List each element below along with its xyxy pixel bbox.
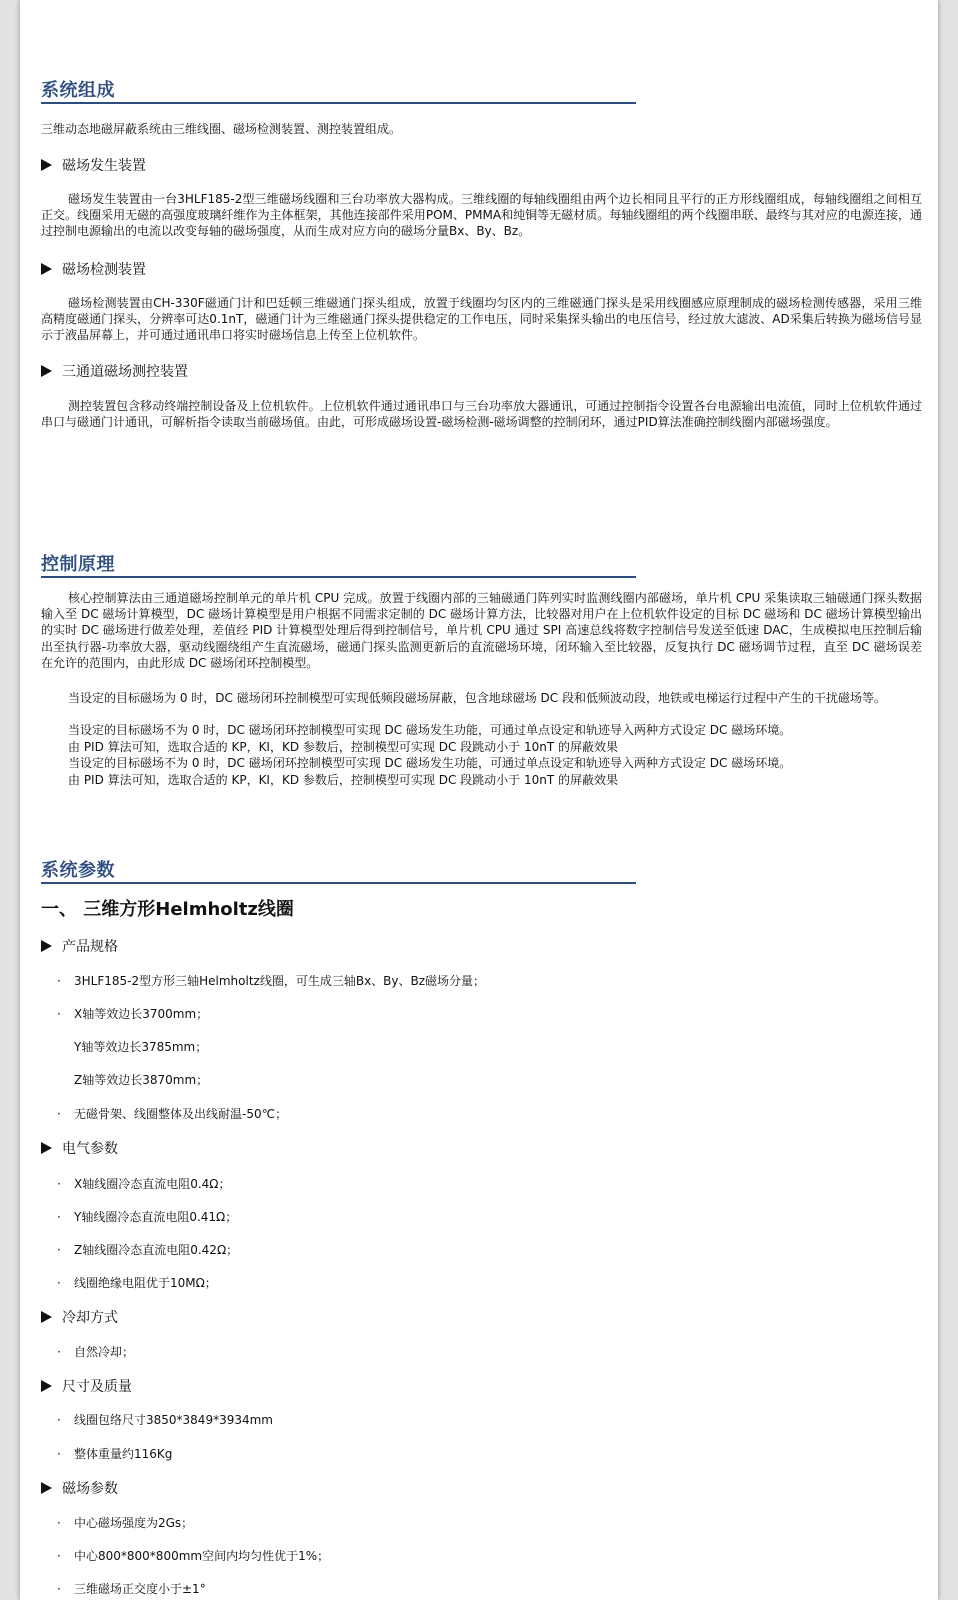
subheading-text: 磁场检测装置 <box>62 262 146 278</box>
list-item <box>57 1209 237 1225</box>
dot-bullet-icon: · <box>57 1582 61 1596</box>
section-title-text: 控制原理 <box>41 554 115 575</box>
list-item <box>57 1446 172 1462</box>
list-item-text: 中心磁场强度为2Gs； <box>74 1516 194 1530</box>
list-item-text: 自然冷却； <box>74 1345 135 1359</box>
list-item-text: 三维磁场正交度小于±1° <box>74 1582 206 1596</box>
dot-bullet-icon: · <box>57 1177 61 1191</box>
principle-paragraph-2: 当设定的目标磁场为 0 时，DC 磁场闭环控制模型可实现低频段磁场屏蔽，包含地球磁场 DC 段和低频波动段，地铁或电梯运行过程中产生的干扰磁场等。 <box>68 691 886 705</box>
dot-bullet-icon: · <box>57 1107 61 1121</box>
list-item <box>57 1006 208 1022</box>
subheading-text: 冷却方式 <box>62 1310 118 1326</box>
dot-bullet-icon: · <box>57 1007 61 1021</box>
dot-bullet-icon: · <box>57 1276 61 1290</box>
list-item-text: X轴等效边长3700mm； <box>74 1007 209 1021</box>
dot-bullet-icon: · <box>57 1549 61 1563</box>
subheading-text: 电气参数 <box>62 1141 118 1157</box>
dot-bullet-icon: · <box>57 1413 61 1427</box>
list-item <box>57 973 485 989</box>
list-item <box>57 1106 287 1122</box>
list-item-text: 3HLF185-2型方形三轴Helmholtz线圈，可生成三轴Bx、By、Bz磁场分量； <box>74 974 486 988</box>
composition-intro: 三维动态地磁屏蔽系统由三维线圈、磁场检测装置、测控装置组成。 <box>41 122 402 136</box>
section-title-principle <box>41 552 636 578</box>
section-title-params <box>41 858 636 884</box>
paragraph-controller: 测控装置包含移动终端控制设备及上位机软件。上位机软件通过通讯串口与三台功率放大器通讯，可通过控制指令设置各台电源输出电流值，同时上位机软件通过串口与磁通门计通讯，可解析指令读取当前磁场值。由此，可形成磁场设置-磁场检测-磁场调整的控制闭环，通过PID算法准确控制线圈内部磁场强度。 <box>41 399 922 430</box>
triangle-bullet-icon <box>41 1380 52 1392</box>
triangle-bullet-icon <box>41 1482 52 1494</box>
principle-paragraph-1: 核心控制算法由三通道磁场控制单元的单片机 CPU 完成。放置于线圈内部的三轴磁通门阵列实时监测线圈内部磁场，单片机 CPU 采集读取三轴磁通门探头数据输入至 DC 磁场计算模型，DC 磁场计算模型是用户根据不同需求定制的 DC 磁场计算方法，比较器对用户在上位机软件设定的目标 DC 磁场和 DC 磁场计算模型输出的实时 DC 磁场进行做差处理，差值经 PID 计算模型处理后得到控制信号，单片机 CPU 通过 SPI 高速总线将数字控制信号发送至低速 DAC，生成模拟电压控制后输出至执行器-功率放大器，驱动线圈绕组产生直流磁场，磁通门探头监测更新后的直流磁场环境，闭环输入至比较器，反复执行 DC 磁场调节过程，直至 DC 磁场误差在允许的范围内，由此形成 DC 磁场闭环控制模型。 <box>41 591 922 670</box>
section-title-text: 系统组成 <box>41 80 115 101</box>
paragraph-field-detector: 磁场检测装置由CH-330F磁通门计和巴廷顿三维磁通门探头组成，放置于线圈均匀区内的三维磁通门探头是采用线圈感应原理制成的磁场检测传感器，采用三维高精度磁通门探头，分辨率可达0.1nT，磁通门计为三维磁通门探头提供稳定的工作电压，同时采集探头输出的电压信号，经过放大滤波、AD采集后转换为磁场信号显示于液晶屏幕上，并可通过通讯串口将实时磁场信息上传至上位机软件。 <box>41 296 922 343</box>
subheading-electrical <box>41 1140 118 1158</box>
section-title-composition <box>41 78 636 104</box>
dot-bullet-icon: · <box>57 1516 61 1530</box>
subheading-text: 产品规格 <box>62 939 118 955</box>
subheading-text: 尺寸及质量 <box>62 1379 132 1395</box>
list-item <box>57 1548 329 1564</box>
document-page <box>20 0 938 1600</box>
list-item-continuation: Y轴等效边长3785mm； <box>74 1040 208 1054</box>
triangle-bullet-icon <box>41 263 52 275</box>
list-item-continuation: Z轴等效边长3870mm； <box>74 1073 209 1087</box>
list-item-text: Z轴线圈冷态直流电阻0.42Ω； <box>74 1243 239 1257</box>
principle-line: 当设定的目标磁场不为 0 时，DC 磁场闭环控制模型可实现 DC 磁场发生功能，可通过单点设定和轨迹导入两种方式设定 DC 磁场环境。 <box>68 756 792 770</box>
list-item-text: 中心800*800*800mm空间内均匀性优于1%； <box>74 1549 330 1563</box>
principle-line: 由 PID 算法可知，选取合适的 KP，KI，KD 参数后，控制模型可实现 DC 段跳动小于 10nT 的屏蔽效果 <box>68 773 618 787</box>
list-item <box>57 1515 193 1531</box>
subheading-text: 磁场参数 <box>62 1481 118 1497</box>
params-subtitle: 一、 三维方形Helmholtz线圈 <box>41 899 294 920</box>
list-item <box>57 1581 206 1597</box>
subheading-text: 磁场发生装置 <box>62 158 146 174</box>
triangle-bullet-icon <box>41 940 52 952</box>
subheading-field-generator <box>41 157 146 175</box>
dot-bullet-icon: · <box>57 1447 61 1461</box>
list-item-text: 线圈包络尺寸3850*3849*3934mm <box>74 1413 273 1427</box>
subheading-text: 三通道磁场测控装置 <box>62 364 188 380</box>
list-item <box>57 1242 238 1258</box>
list-item-text: X轴线圈冷态直流电阻0.4Ω； <box>74 1177 231 1191</box>
list-item <box>57 1412 273 1428</box>
list-item <box>57 1176 230 1192</box>
dot-bullet-icon: · <box>57 1210 61 1224</box>
subheading-size <box>41 1378 132 1396</box>
triangle-bullet-icon <box>41 1311 52 1323</box>
list-item-text: 无磁骨架、线圈整体及出线耐温-50℃； <box>74 1107 288 1121</box>
dot-bullet-icon: · <box>57 1345 61 1359</box>
dot-bullet-icon: · <box>57 974 61 988</box>
list-item <box>57 1344 134 1360</box>
subheading-cooling <box>41 1309 118 1327</box>
triangle-bullet-icon <box>41 1142 52 1154</box>
list-item-text: 线圈绝缘电阻优于10MΩ； <box>74 1276 217 1290</box>
triangle-bullet-icon <box>41 159 52 171</box>
principle-line: 由 PID 算法可知，选取合适的 KP，KI，KD 参数后，控制模型可实现 DC 段跳动小于 10nT 的屏蔽效果 <box>68 740 618 754</box>
triangle-bullet-icon <box>41 365 52 377</box>
subheading-field <box>41 1480 118 1498</box>
section-title-text: 系统参数 <box>41 860 115 881</box>
subheading-controller <box>41 363 188 381</box>
dot-bullet-icon: · <box>57 1243 61 1257</box>
subheading-field-detector <box>41 261 146 279</box>
paragraph-field-generator: 磁场发生装置由一台3HLF185-2型三维磁场线圈和三台功率放大器构成。三维线圈的每轴线圈组由两个边长相同且平行的正方形线圈组成，每轴线圈组之间相互正交。线圈采用无磁的高强度玻璃纤维作为主体框架，其他连接部件采用POM、PMMA和纯铜等无磁材质。每轴线圈组的两个线圈串联、最终与其对应的电源连接，通过控制电源输出的电流以改变每轴的磁场强度，从而生成对应方向的磁场分量Bx、By、Bz。 <box>41 192 922 239</box>
list-item-text: Y轴线圈冷态直流电阻0.41Ω； <box>74 1210 238 1224</box>
list-item-text: 整体重量约116Kg <box>74 1447 173 1461</box>
subheading-spec <box>41 938 118 956</box>
list-item <box>57 1275 217 1291</box>
principle-line: 当设定的目标磁场不为 0 时，DC 磁场闭环控制模型可实现 DC 磁场发生功能，可通过单点设定和轨迹导入两种方式设定 DC 磁场环境。 <box>68 723 792 737</box>
